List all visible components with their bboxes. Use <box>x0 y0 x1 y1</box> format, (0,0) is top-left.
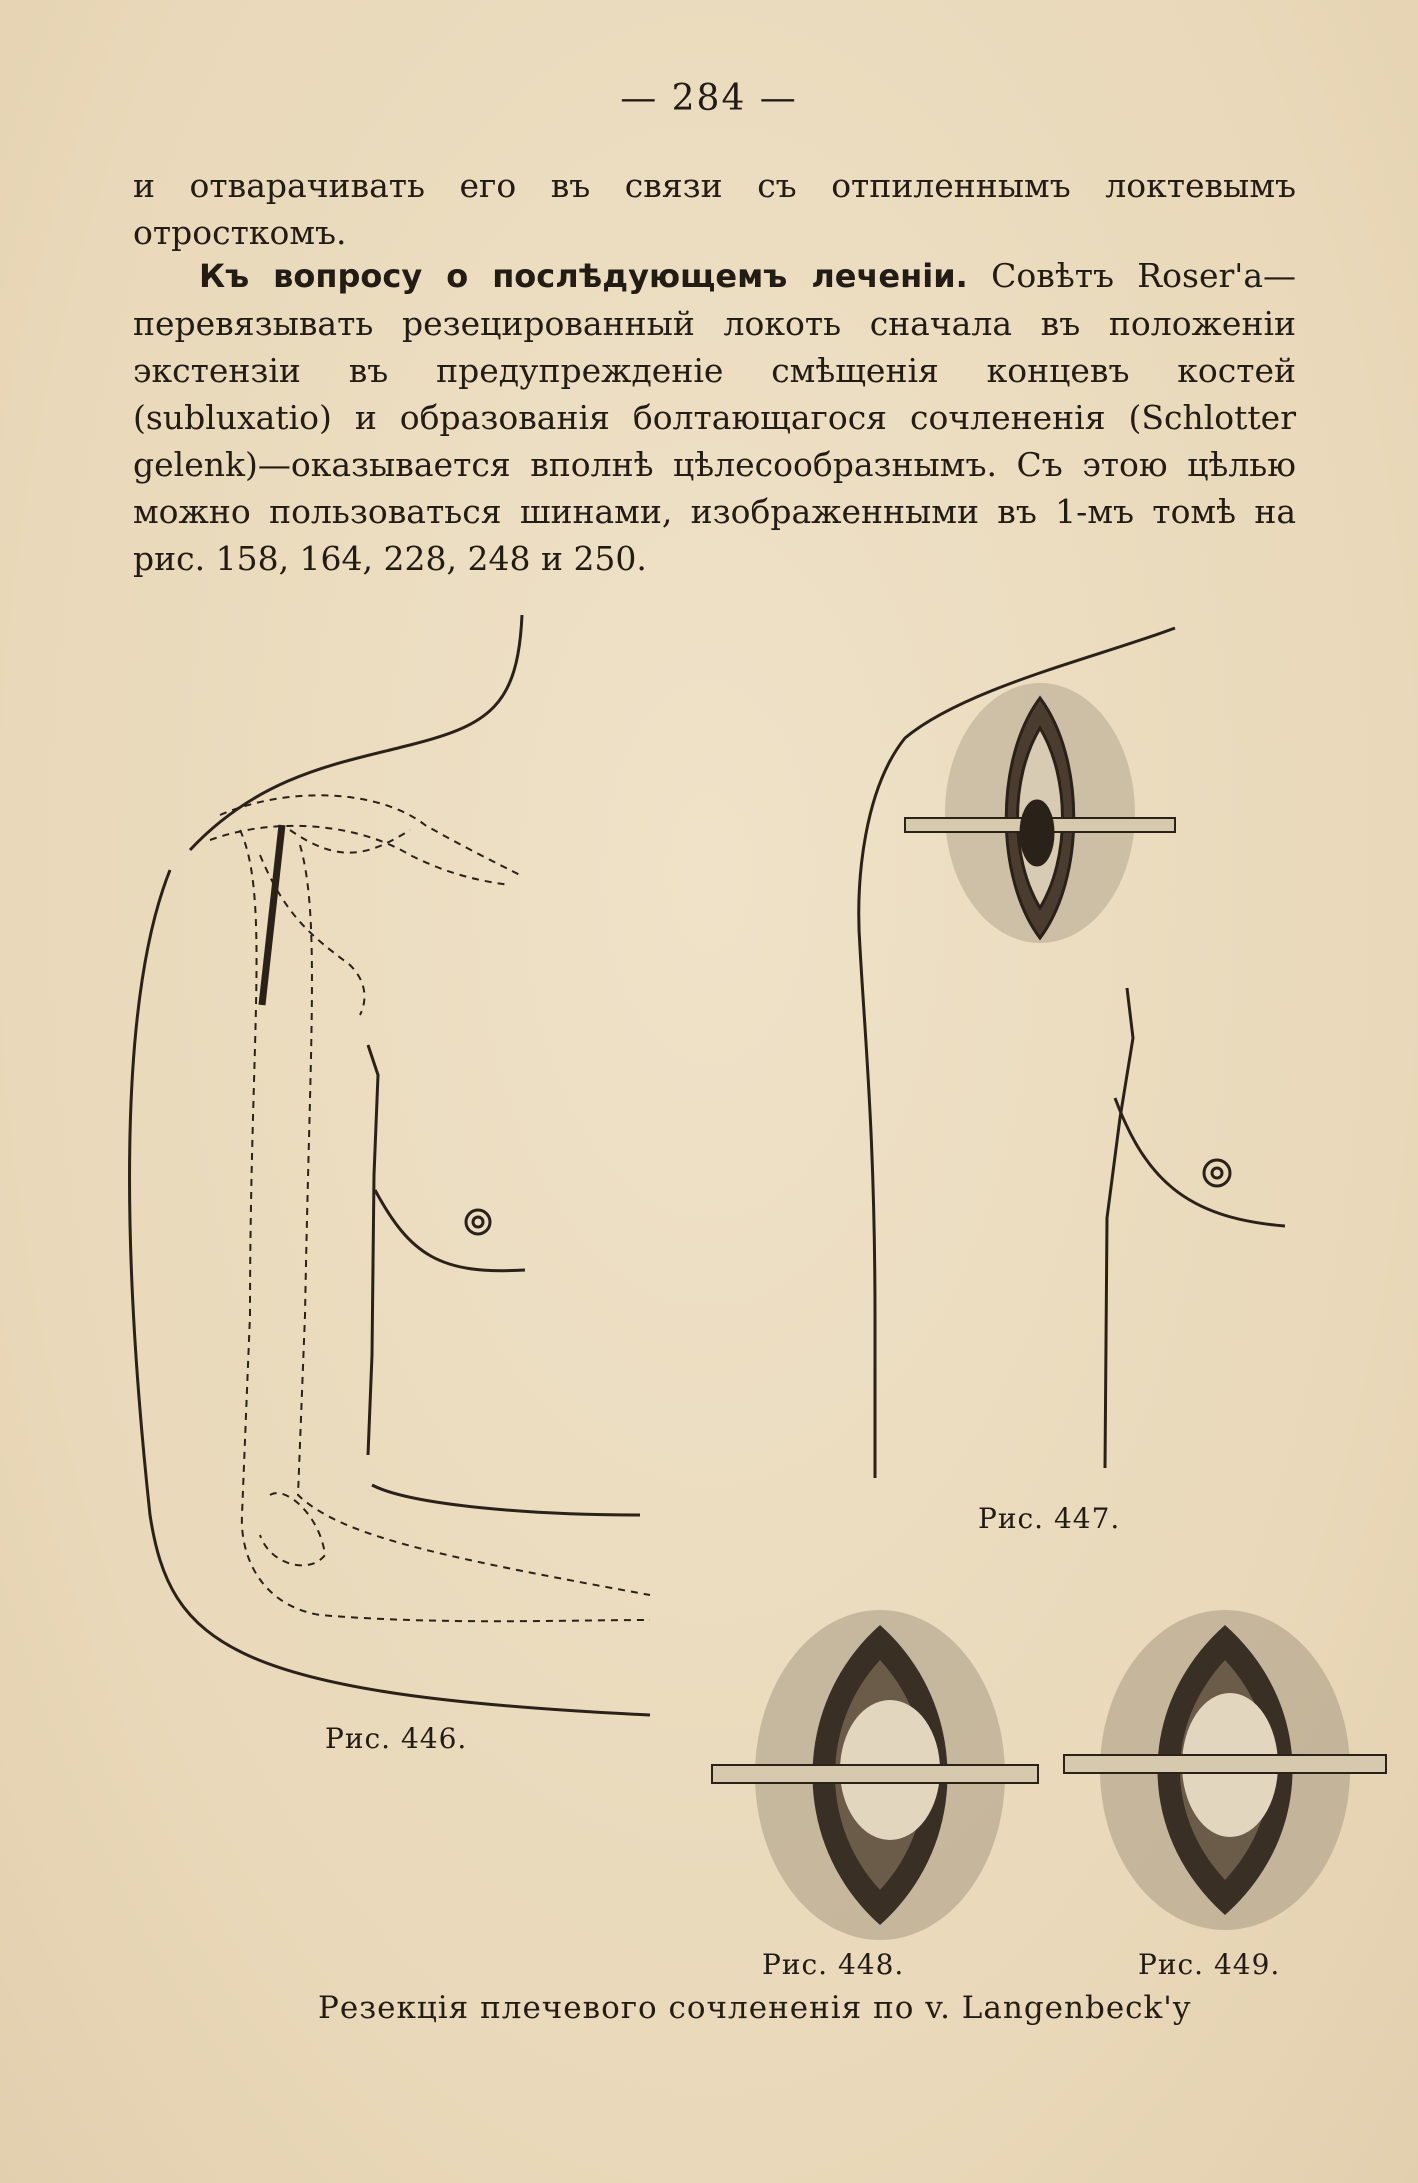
section-heading: Къ вопросу о послѣдующемъ леченіи. <box>199 257 968 295</box>
figure-446-caption: Рис. 446. <box>325 1722 468 1755</box>
figure-446-illustration <box>110 615 710 1735</box>
figure-447-caption: Рис. 447. <box>978 1502 1121 1535</box>
figure-448-illustration <box>710 1605 1040 1945</box>
paragraph-aftercare <box>133 252 1296 582</box>
figures-group-caption: Резекція плечевого сочлененія по v. Langenbeck'y <box>318 1990 1192 2026</box>
paragraph-aftercare-body: Совѣтъ Roser'a— перевязывать резецированный локоть сначала въ положеніи экстензіи въ предупрежденіе смѣщенія концевъ костей (subluxatio) и образованія болтающагося сочлененія (Schlotter gelenk)—оказывается вполнѣ цѣлесообразнымъ. Съ этою цѣлью можно пользоваться шинами, изображенными въ 1-мъ томѣ на рис. 158, 164, 228, 248 и 250. <box>133 256 1297 578</box>
figure-447-illustration <box>845 618 1285 1498</box>
figure-449-illustration <box>1060 1605 1390 1945</box>
figure-449-caption: Рис. 449. <box>1138 1948 1281 1981</box>
figure-448-caption: Рис. 448. <box>762 1948 905 1981</box>
paragraph-continuation: и отварачивать его въ связи съ отпиленнымъ локтевымъ отросткомъ. <box>133 166 1296 252</box>
page-number: — 284 — <box>620 78 798 119</box>
